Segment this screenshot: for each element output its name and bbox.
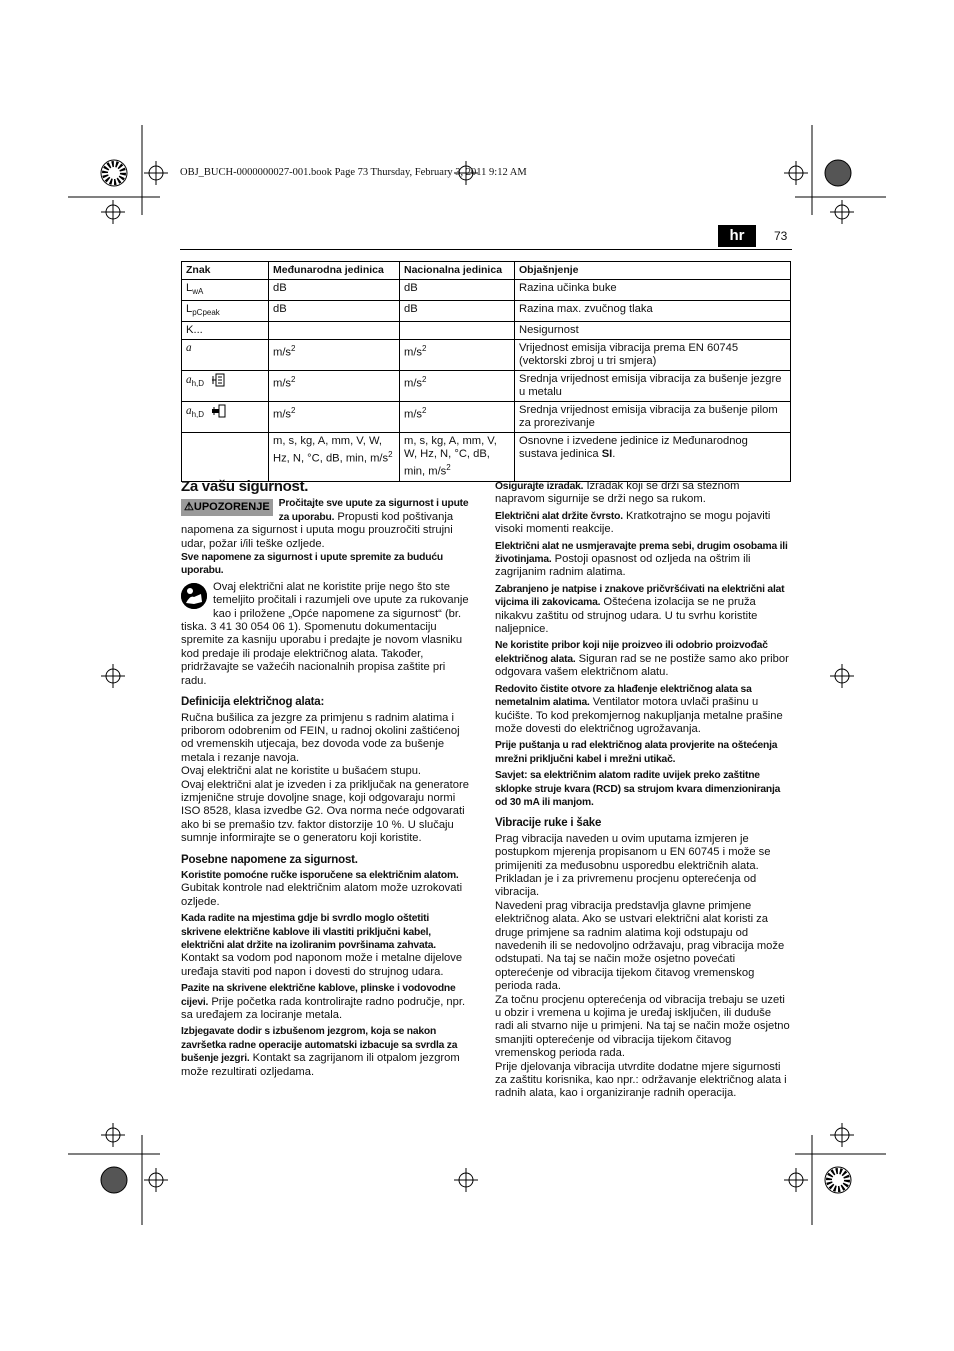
table-header: Nacionalna jedinica (400, 262, 515, 280)
header-rule (180, 249, 792, 250)
safety-note: Redovito čistite otvore za hlađenje električnog alata sa nemetalnim alatima. Ventilator motora uvlači prašinu u kućište. To kod prekomjernog nakupljanja metalne prašine može dovesti do električnog ugrožavanja. (495, 683, 783, 735)
definition-paragraph: Ovaj električni alat ne koristite u bušaćem stupu. (181, 765, 422, 778)
units-table (181, 261, 791, 482)
read-manual-icon (181, 583, 207, 609)
warning-bold-text: Pročitajte sve upute za sigurnost i upute za uporabu. (278, 498, 469, 523)
warning-label: ⚠UPOZORENJE (181, 499, 273, 515)
keep-instructions-text: Sve napomene za sigurnost i upute spremite za buduću uporabu. (181, 552, 443, 577)
explanation-cell: Razina učinka buke (515, 280, 791, 301)
safety-note: Ne koristite pribor koji nije proizveo ili odobrio proizvođač električnog alata. Siguran rad se ne postiže samo ako pribor odgovara vašem električnom alatu. (495, 640, 789, 679)
safety-note: Zabranjeno je natpise i znakove pričvršćivati na električni alat vijcima ili zakovicama. Oštećena izolacija se ne pruža nikakvu zaštitu od strujnog udara. U tu svrhu koristite naljepnice. (495, 583, 785, 636)
explanation-cell: Vrijednost emisija vibracija prema EN 60745 (vektorski zbroj u tri smjera) (515, 340, 791, 371)
warning-text: Propusti kod poštivanja napomena za sigurnost i uputa mogu prouzročiti strujni udar, požar i/ili teške ozljede. (181, 510, 454, 550)
symbol-cell (182, 433, 269, 482)
table-header: Znak (182, 262, 269, 280)
language-tab: hr (718, 225, 756, 247)
special-notes-title: Posebne napomene za sigurnost. (181, 853, 358, 866)
table-row (182, 433, 791, 482)
explanation-cell: Srednja vrijednost emisija vibracija za bušenje jezgre u metalu (515, 371, 791, 402)
table-row (182, 371, 791, 402)
vibration-paragraph: Prije djelovanja vibracija utvrdite dodatne mjere sigurnosti za zaštitu korisnika, kao npr.: održavanje električnog alata i radnih alata, kao i organiziranje radnih operacija. (495, 1060, 787, 1100)
intl-unit-cell: $m/s^2$ (269, 402, 400, 433)
intl-unit-cell: $m/s^2$ (269, 371, 400, 402)
explanation-cell: Srednja vrijednost emisija vibracija za bušenje pilom za prorezivanje (515, 402, 791, 433)
core-drill-icon (211, 373, 225, 387)
manual-block (181, 581, 471, 688)
explanation-cell: Razina max. zvučnog tlaka (515, 301, 791, 322)
safety-note: Koristite pomoćne ručke isporučene sa električnim alatom. Gubitak kontrole nad električnim alatom može uzrokovati ozljede. (181, 869, 463, 908)
nat-unit-cell: $m/s^2$ (400, 371, 515, 402)
safety-note: Savjet: sa električnim alatom radite uvijek preko zaštitne sklopke struje kvara (RCD) sa strujom kvara dimenzioniranja od 30 mA ili manjom. (495, 770, 781, 808)
table-header: Objašnjenje (515, 262, 791, 280)
warning-block (181, 497, 471, 551)
definition-title: Definicija električnog alata: (181, 696, 325, 709)
nat-unit-cell: m, s, kg, A, mm, V, W, Hz, N, °C, dB, min, $m/s^2$ (400, 433, 515, 482)
safety-note: Električni alat držite čvrsto. Kratkotrajno se mogu pojaviti visoki momenti reakcije. (495, 509, 771, 536)
symbol-cell: $a_{h,D}$ (182, 371, 269, 402)
safety-note: Prije puštanja u rad električnog alata provjerite na oštećenja mrežni priključni kabel i mrežni utikač. (495, 740, 778, 765)
vibration-paragraph: Prag vibracija naveden u ovim uputama izmjeren je postupkom mjerenja propisanom u EN 60745 i može se primijeniti za međusobnu usporedbu električnih alata. Prikladan je i za privremenu procjenu opterećenja od vibracija. (495, 832, 771, 899)
table-row (182, 322, 791, 340)
nat-unit-cell: $m/s^2$ (400, 402, 515, 433)
safety-note: Pazite na skrivene električne kablove, plinske i vodovodne cijevi. Prije početka rada kontrolirajte radno područje, npr. sa uređajem za lociranje metala. (181, 983, 466, 1022)
file-info-header: OBJ_BUCH-0000000027-001.book Page 73 Thursday, February 3, 2011 9:12 AM (180, 167, 527, 178)
symbol-cell: $L_{pCpeak}$ (182, 301, 269, 322)
table-row (182, 402, 791, 433)
table-row (182, 301, 791, 322)
definition-paragraph: Ručna bušilica za jezgre za primjenu s radnim alatima i priborom odobrenim od FEIN, u radnoj okolini zaštićenoj od vremenskih utjecaja, bez dovoda vode za bušenje metala i rezanje navoja. (181, 711, 460, 764)
safety-note: Osigurajte izradak. Izradak koji se drži sa steznom napravom sigurnije se drži nego sa rukom. (495, 480, 740, 506)
safety-note: Izbjegavate dodir s izbušenom jezgrom, koja se nakon završetka radne operacije automatski izbacuje sa svrdla za bušenje jezgri. Kontakt sa zagrijanom ili otpalom jezgrom može rezultirati ozljedama. (181, 1026, 460, 1078)
vibration-paragraph: Navedeni prag vibracija predstavlja glavne primjene električnog alata. Ako se ustvari električni alat koristi za druge primjene sa radnim alatima koji odstupaju od navedenih ili se nedovoljno održavaju, prag vibracija može odstupati. Na taj se način može osjetno povećati opterećenje od vibracija tijekom čitavog vremenskog perioda rada. (495, 899, 785, 993)
intl-unit-cell: m, s, kg, A, mm, V, W, Hz, N, °C, dB, min, $m/s^2$ (269, 433, 400, 482)
table-row (182, 280, 791, 301)
nat-unit-cell: $m/s^2$ (400, 340, 515, 371)
symbol-cell: $L_{wA}$ (182, 280, 269, 301)
left-column (181, 480, 471, 1082)
intl-unit-cell: dB (269, 280, 400, 301)
table-header: Međunarodna jedinica (269, 262, 400, 280)
intl-unit-cell: dB (269, 301, 400, 322)
warning-triangle-icon: ⚠ (184, 501, 194, 514)
safety-note: Električni alat ne usmjeravajte prema sebi, drugim osobama ili životinjama. Postoji opasnost od ozljeda na oštrim ili zagrijanim radnim alatima. (495, 540, 788, 579)
vibration-title: Vibracije ruke i šake (495, 817, 602, 830)
vibration-paragraph: Za točnu procjenu opterećenja od vibracija trebaju se uzeti u obzir i vremena u kojima je uređaj isključen, ili duduše radi ali stvarno nije u primjeni. Na taj se način može osjetno smanjiti opterećenje od vibracija tijekom čitavog vremenskog perioda rada. (495, 993, 790, 1060)
table-row (182, 340, 791, 371)
symbol-cell: K... (182, 322, 269, 340)
hole-saw-icon (211, 404, 227, 418)
symbol-cell: $a_{h,D}$ (182, 402, 269, 433)
nat-unit-cell (400, 322, 515, 340)
intl-unit-cell (269, 322, 400, 340)
nat-unit-cell: dB (400, 280, 515, 301)
table-header-row (182, 262, 791, 280)
explanation-cell: Osnovne i izvedene jedinice iz Međunarodnog sustava jedinica SI. (515, 433, 791, 482)
safety-title: Za vašu sigurnost. (181, 478, 309, 495)
symbol-cell: a (182, 340, 269, 371)
page-number: 73 (774, 229, 788, 243)
safety-note: Kada radite na mjestima gdje bi svrdlo moglo oštetiti skrivene električne kablove ili vlastiti priključni kabel, električni alat držite na izoliranim površinama zahvata. Kontakt sa vodom pod naponom može i metalne dijelove uređaja staviti pod napon i dovesti do strujnog udara. (181, 913, 463, 978)
right-column (495, 480, 791, 1101)
intl-unit-cell: $m/s^2$ (269, 340, 400, 371)
manual-text: Ovaj električni alat ne koristite prije nego što ste temeljito pročitali i razumjeli ove upute za rukovanje kao i priložene „Opće napomene za sigurnost“ (br. tiska. 3 41 30 054 06 1). Spomenutu dokumentaciju spremite za kasniju uporabu i predajte je novom vlasniku kod predaje ili prodaje električnog alata. Također, pridržavajte se važećih nacionalnih propisa zaštite pri radu. (181, 580, 469, 687)
definition-paragraph: Ovaj električni alat je izveden i za priključak na generatore izmjenične struje dovoljne snage, koji odgovaraju normi ISO 8528, klasa izvedbe G2. Ova norma neće odgovarati ako bi se premašio tzv. faktor distorzije 10 %. U slučaju sumnje informirajte se o generatoru koji koristite. (181, 778, 469, 845)
nat-unit-cell: dB (400, 301, 515, 322)
explanation-cell: Nesigurnost (515, 322, 791, 340)
